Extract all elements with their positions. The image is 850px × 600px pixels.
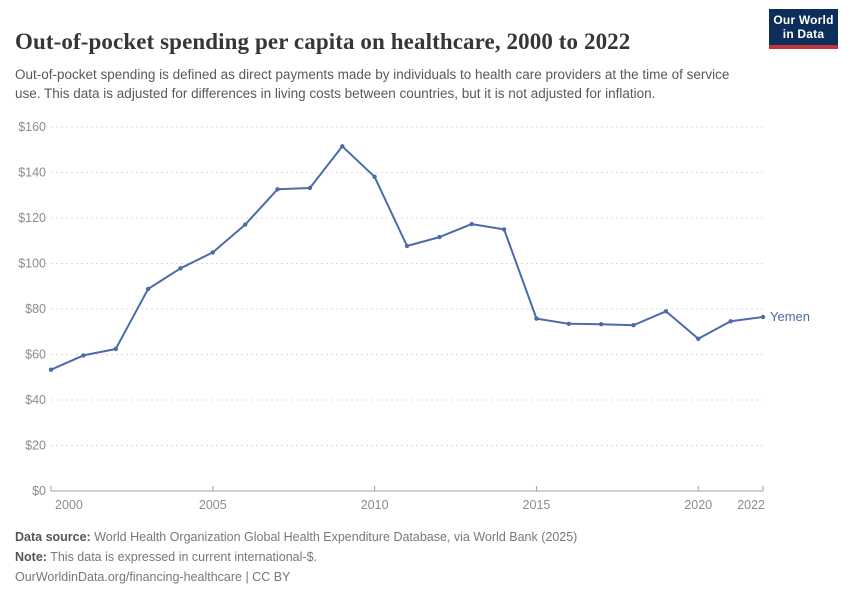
y-axis-label: $60 [25,347,46,362]
datasource-text: World Health Organization Global Health Expenditure Database, via World Bank (2025) [90,530,578,544]
data-point[interactable] [49,368,53,372]
series-label[interactable]: Yemen [770,308,810,324]
note-text: This data is expressed in current international-$. [46,550,318,564]
chart-footer [15,527,815,587]
chart-line [51,146,763,369]
data-point[interactable] [664,309,668,313]
data-point[interactable] [631,323,635,327]
data-point[interactable] [599,322,603,326]
y-axis-label: $140 [18,165,46,180]
y-axis-label: $80 [25,302,46,316]
data-point[interactable] [114,347,118,351]
x-axis-label: 2005 [198,498,227,512]
data-point[interactable] [372,175,376,179]
line-chart [0,110,850,520]
x-axis-label: 2020 [684,498,713,512]
data-point[interactable] [534,316,538,320]
data-point[interactable] [211,250,215,254]
datasource-line [15,527,815,547]
chart-canvas [0,110,850,520]
owid-logo-line1: Our World [773,13,834,27]
x-axis-label: 2000 [55,498,83,512]
data-point[interactable] [696,337,700,341]
data-point[interactable] [502,227,506,231]
data-point[interactable] [728,319,732,323]
data-point[interactable] [470,222,474,226]
data-point[interactable] [308,186,312,190]
note-label: Note: [15,550,47,564]
data-point[interactable] [243,222,247,226]
data-point[interactable] [81,353,85,357]
data-point[interactable] [567,322,571,326]
owid-logo[interactable] [769,9,838,49]
owid-logo-line2: in Data [782,27,825,41]
datasource-label: Data source: [15,530,91,544]
y-axis-label: $160 [18,120,46,134]
data-point[interactable] [437,235,441,239]
data-point[interactable] [146,287,150,291]
y-axis-label: $40 [25,393,46,407]
citation-text: OurWorldinData.org/financing-healthcare | CC BY [15,570,291,584]
x-axis-label: 2022 [737,498,765,512]
citation-line[interactable] [15,567,815,587]
data-point[interactable] [340,144,344,148]
x-axis-label: 2015 [522,498,551,512]
data-point[interactable] [275,187,279,191]
data-point[interactable] [178,266,182,270]
y-axis-label: $120 [18,211,46,225]
data-point[interactable] [405,244,409,248]
chart-subtitle: Out-of-pocket spending is defined as direct payments made by individuals to health care providers at the time of service use. This data is adjusted for differences in living costs between countries, but it is not adjusted for inflation. [15,66,730,101]
data-point[interactable] [761,315,765,319]
page-title: Out-of-pocket spending per capita on healthcare, 2000 to 2022 [15,29,631,55]
y-axis-label: $0 [32,484,46,498]
note-line [15,547,815,567]
x-axis-label: 2010 [360,498,389,512]
y-axis-label: $20 [25,438,46,453]
y-axis-label: $100 [18,256,46,271]
